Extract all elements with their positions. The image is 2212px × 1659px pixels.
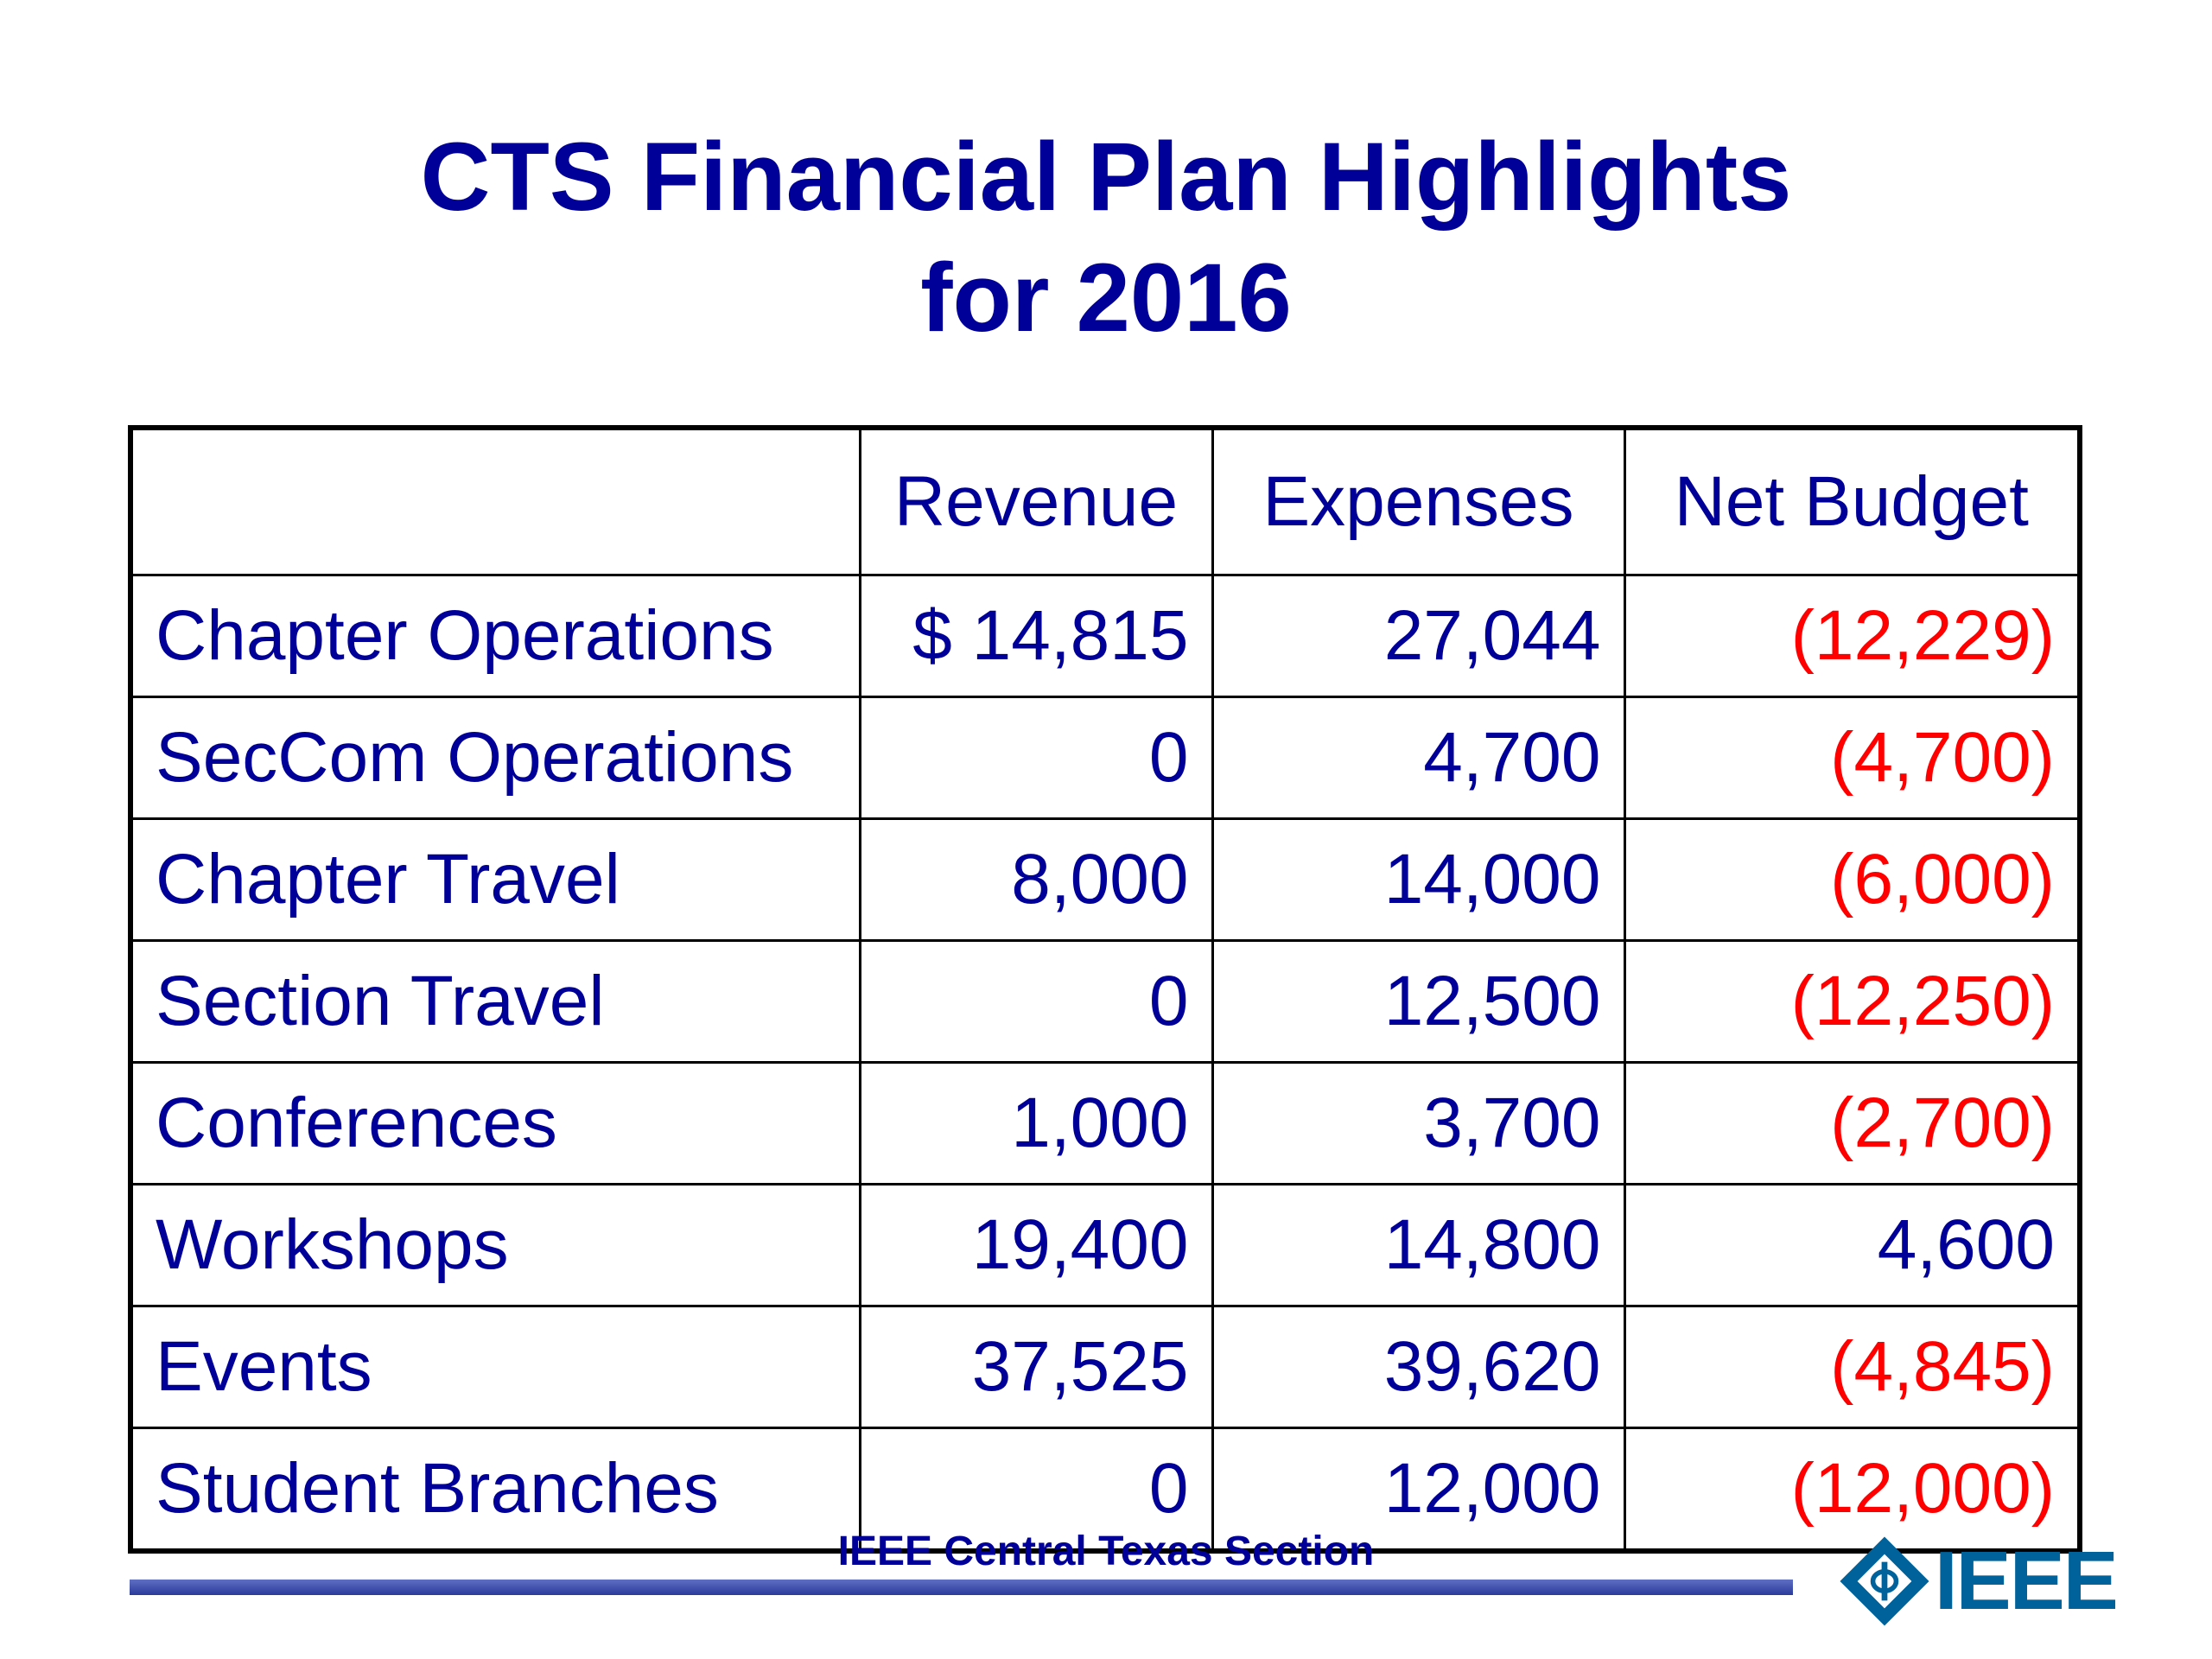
row-category: Student Branches [130,1428,860,1552]
table-row [130,1063,2080,1185]
row-category: Chapter Travel [130,819,860,941]
row-category: Workshops [130,1185,860,1306]
header-net-budget: Net Budget [1624,428,2080,575]
header-category [130,428,860,575]
row-expenses: 14,000 [1212,819,1624,941]
row-net-budget: (4,845) [1624,1306,2080,1428]
table-row [130,575,2080,697]
row-revenue: 19,400 [860,1185,1212,1306]
row-revenue: 0 [860,1428,1212,1552]
row-net-budget: (12,229) [1624,575,2080,697]
row-expenses: 12,500 [1212,941,1624,1063]
footer-organization: IEEE Central Texas Section [837,1529,1375,1574]
slide-title-line1: CTS Financial Plan Highlights [420,123,1792,231]
row-category: Conferences [130,1063,860,1185]
row-expenses: 12,000 [1212,1428,1624,1552]
row-revenue: 37,525 [860,1306,1212,1428]
row-expenses: 27,044 [1212,575,1624,697]
ieee-diamond-icon [1836,1533,1933,1630]
ieee-logo-text: IEEE [1935,1535,2117,1627]
row-category: Section Travel [130,941,860,1063]
header-revenue: Revenue [860,428,1212,575]
table-row [130,819,2080,941]
row-revenue: 0 [860,697,1212,819]
row-expenses: 14,800 [1212,1185,1624,1306]
table-row [130,1185,2080,1306]
table-row [130,697,2080,819]
row-category: SecCom Operations [130,697,860,819]
financial-table [128,425,2082,1554]
row-category: Chapter Operations [130,575,860,697]
footer-divider [130,1580,1793,1595]
row-expenses: 4,700 [1212,697,1624,819]
table-row [130,1306,2080,1428]
row-expenses: 39,620 [1212,1306,1624,1428]
row-revenue: 1,000 [860,1063,1212,1185]
table-header-row [130,428,2080,575]
header-expenses: Expenses [1212,428,1624,575]
row-revenue: 8,000 [860,819,1212,941]
row-category: Events [130,1306,860,1428]
ieee-logo [1836,1529,2117,1633]
row-net-budget: (6,000) [1624,819,2080,941]
table-row [130,941,2080,1063]
row-net-budget: (4,700) [1624,697,2080,819]
row-revenue: 0 [860,941,1212,1063]
slide-title-line2: for 2016 [920,244,1292,352]
row-expenses: 3,700 [1212,1063,1624,1185]
row-net-budget: (12,250) [1624,941,2080,1063]
row-net-budget: 4,600 [1624,1185,2080,1306]
row-net-budget: (12,000) [1624,1428,2080,1552]
row-revenue: $ 14,815 [860,575,1212,697]
row-net-budget: (2,700) [1624,1063,2080,1185]
slide-title [0,117,2212,359]
